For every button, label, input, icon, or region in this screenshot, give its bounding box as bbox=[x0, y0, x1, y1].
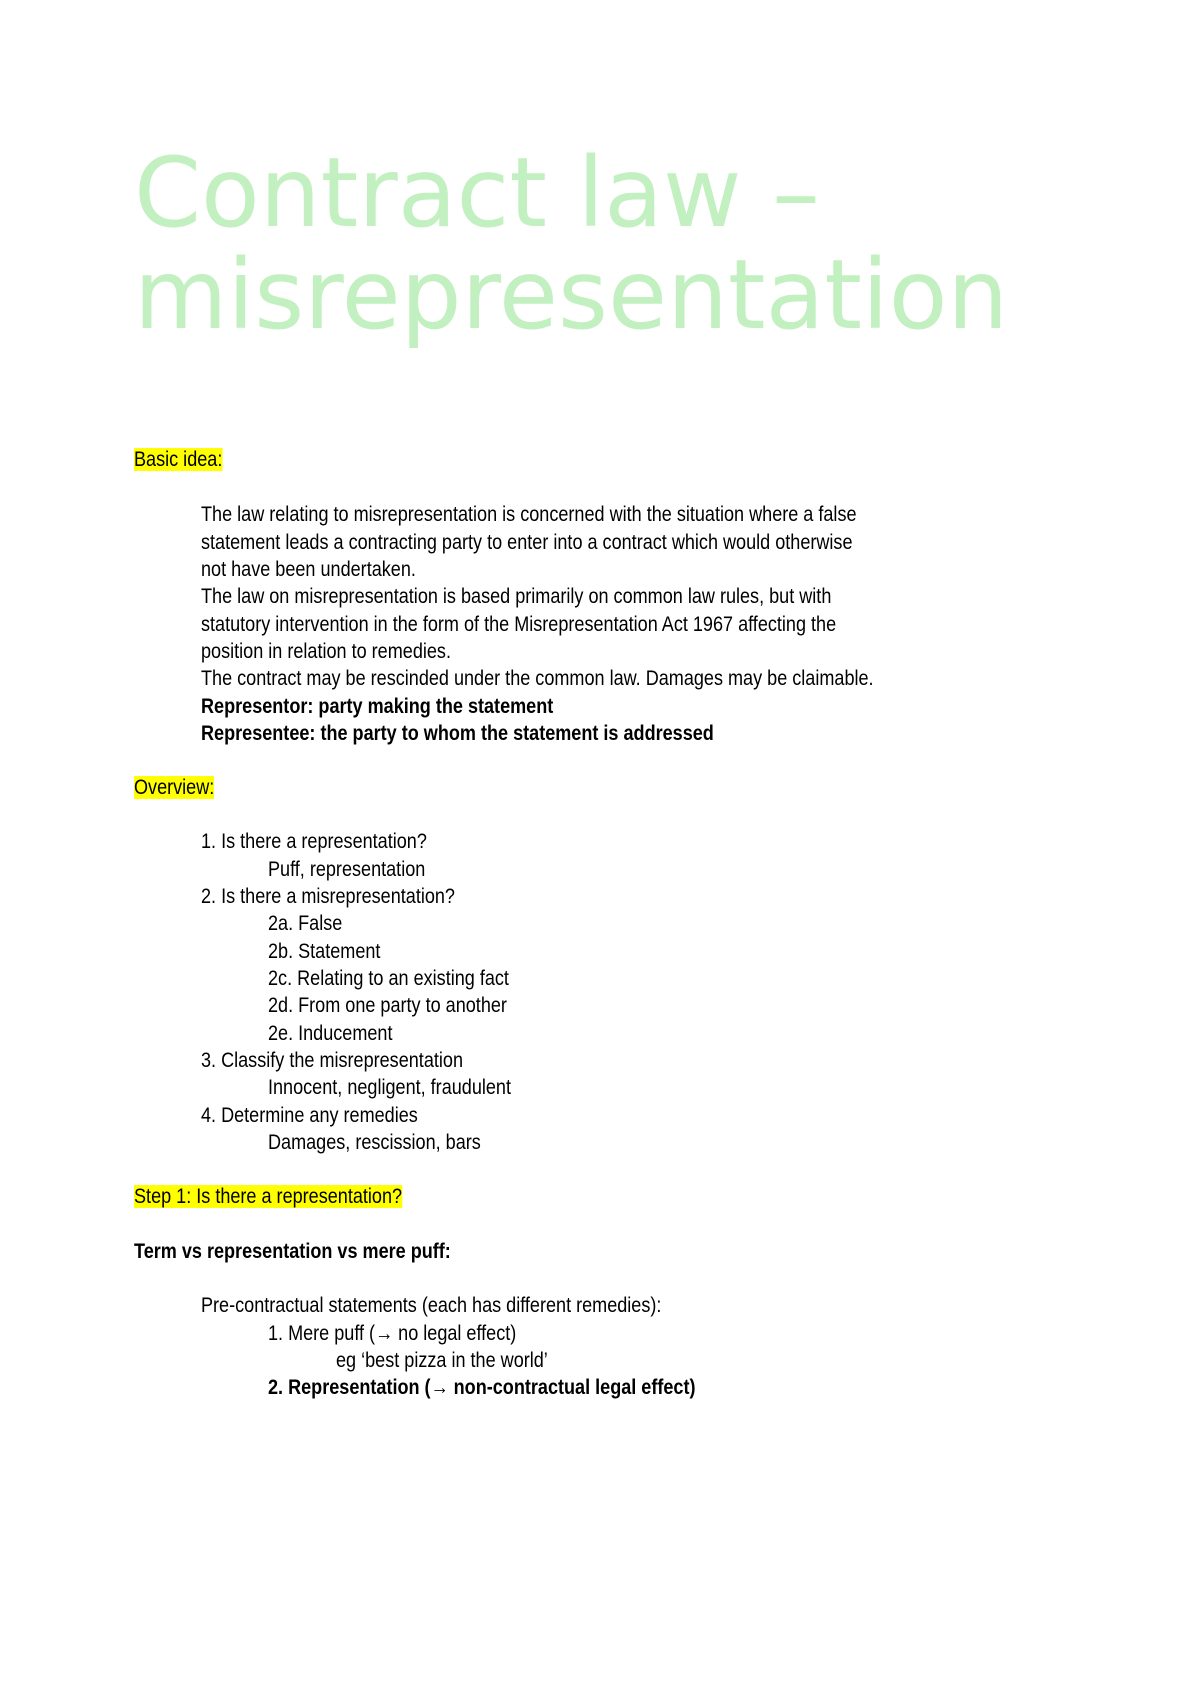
list-subitem: Damages, rescission, bars bbox=[268, 1131, 481, 1154]
example-line: eg ‘best pizza in the world’ bbox=[336, 1349, 548, 1372]
list-subitem: 2b. Statement bbox=[268, 940, 381, 963]
list-subitem: 2a. False bbox=[268, 912, 343, 935]
heading-text: Basic idea: bbox=[134, 448, 223, 471]
paragraph-line: not have been undertaken. bbox=[201, 558, 416, 581]
paragraph-line: statutory intervention in the form of the Misrepresentation Act 1967 affecting the bbox=[201, 613, 837, 636]
list-item: 4. Determine any remedies bbox=[201, 1104, 418, 1127]
paragraph-line: statement leads a contracting party to enter into a contract which would otherwise bbox=[201, 531, 853, 554]
heading-text: Step 1: Is there a representation? bbox=[134, 1185, 403, 1208]
list-subitem: 2c. Relating to an existing fact bbox=[268, 967, 509, 990]
paragraph-line: The law on misrepresentation is based primarily on common law rules, but with bbox=[201, 585, 832, 608]
paragraph-line: The law relating to misrepresentation is concerned with the situation where a false bbox=[201, 503, 857, 526]
representee-definition: Representee: the party to whom the statement is addressed bbox=[201, 722, 714, 745]
step1-subheading: Term vs representation vs mere puff: bbox=[134, 1240, 451, 1263]
document-title-line1: Contract law – bbox=[134, 137, 821, 249]
paragraph-line: position in relation to remedies. bbox=[201, 640, 451, 663]
paragraph-line: The contract may be rescinded under the common law. Damages may be claimable. bbox=[201, 667, 874, 690]
step1-heading bbox=[134, 1184, 402, 1210]
basic-idea-heading bbox=[134, 447, 222, 473]
list-subitem: 2d. From one party to another bbox=[268, 994, 507, 1017]
list-subitem: Puff, representation bbox=[268, 858, 426, 881]
list-item: 3. Classify the misrepresentation bbox=[201, 1049, 463, 1072]
paragraph-line: Pre-contractual statements (each has different remedies): bbox=[201, 1294, 662, 1317]
list-subitem: 2e. Inducement bbox=[268, 1022, 393, 1045]
list-subitem: Innocent, negligent, fraudulent bbox=[268, 1076, 511, 1099]
overview-heading bbox=[134, 775, 214, 801]
list-item: 2. Representation (→ non-contractual legal effect) bbox=[268, 1376, 696, 1399]
representor-definition: Representor: party making the statement bbox=[201, 695, 554, 718]
list-item: 1. Is there a representation? bbox=[201, 830, 427, 853]
list-item: 2. Is there a misrepresentation? bbox=[201, 885, 455, 908]
list-item: 1. Mere puff (→ no legal effect) bbox=[268, 1322, 517, 1345]
document-title-line2: misrepresentation bbox=[134, 239, 1009, 351]
heading-text: Overview: bbox=[134, 776, 215, 799]
